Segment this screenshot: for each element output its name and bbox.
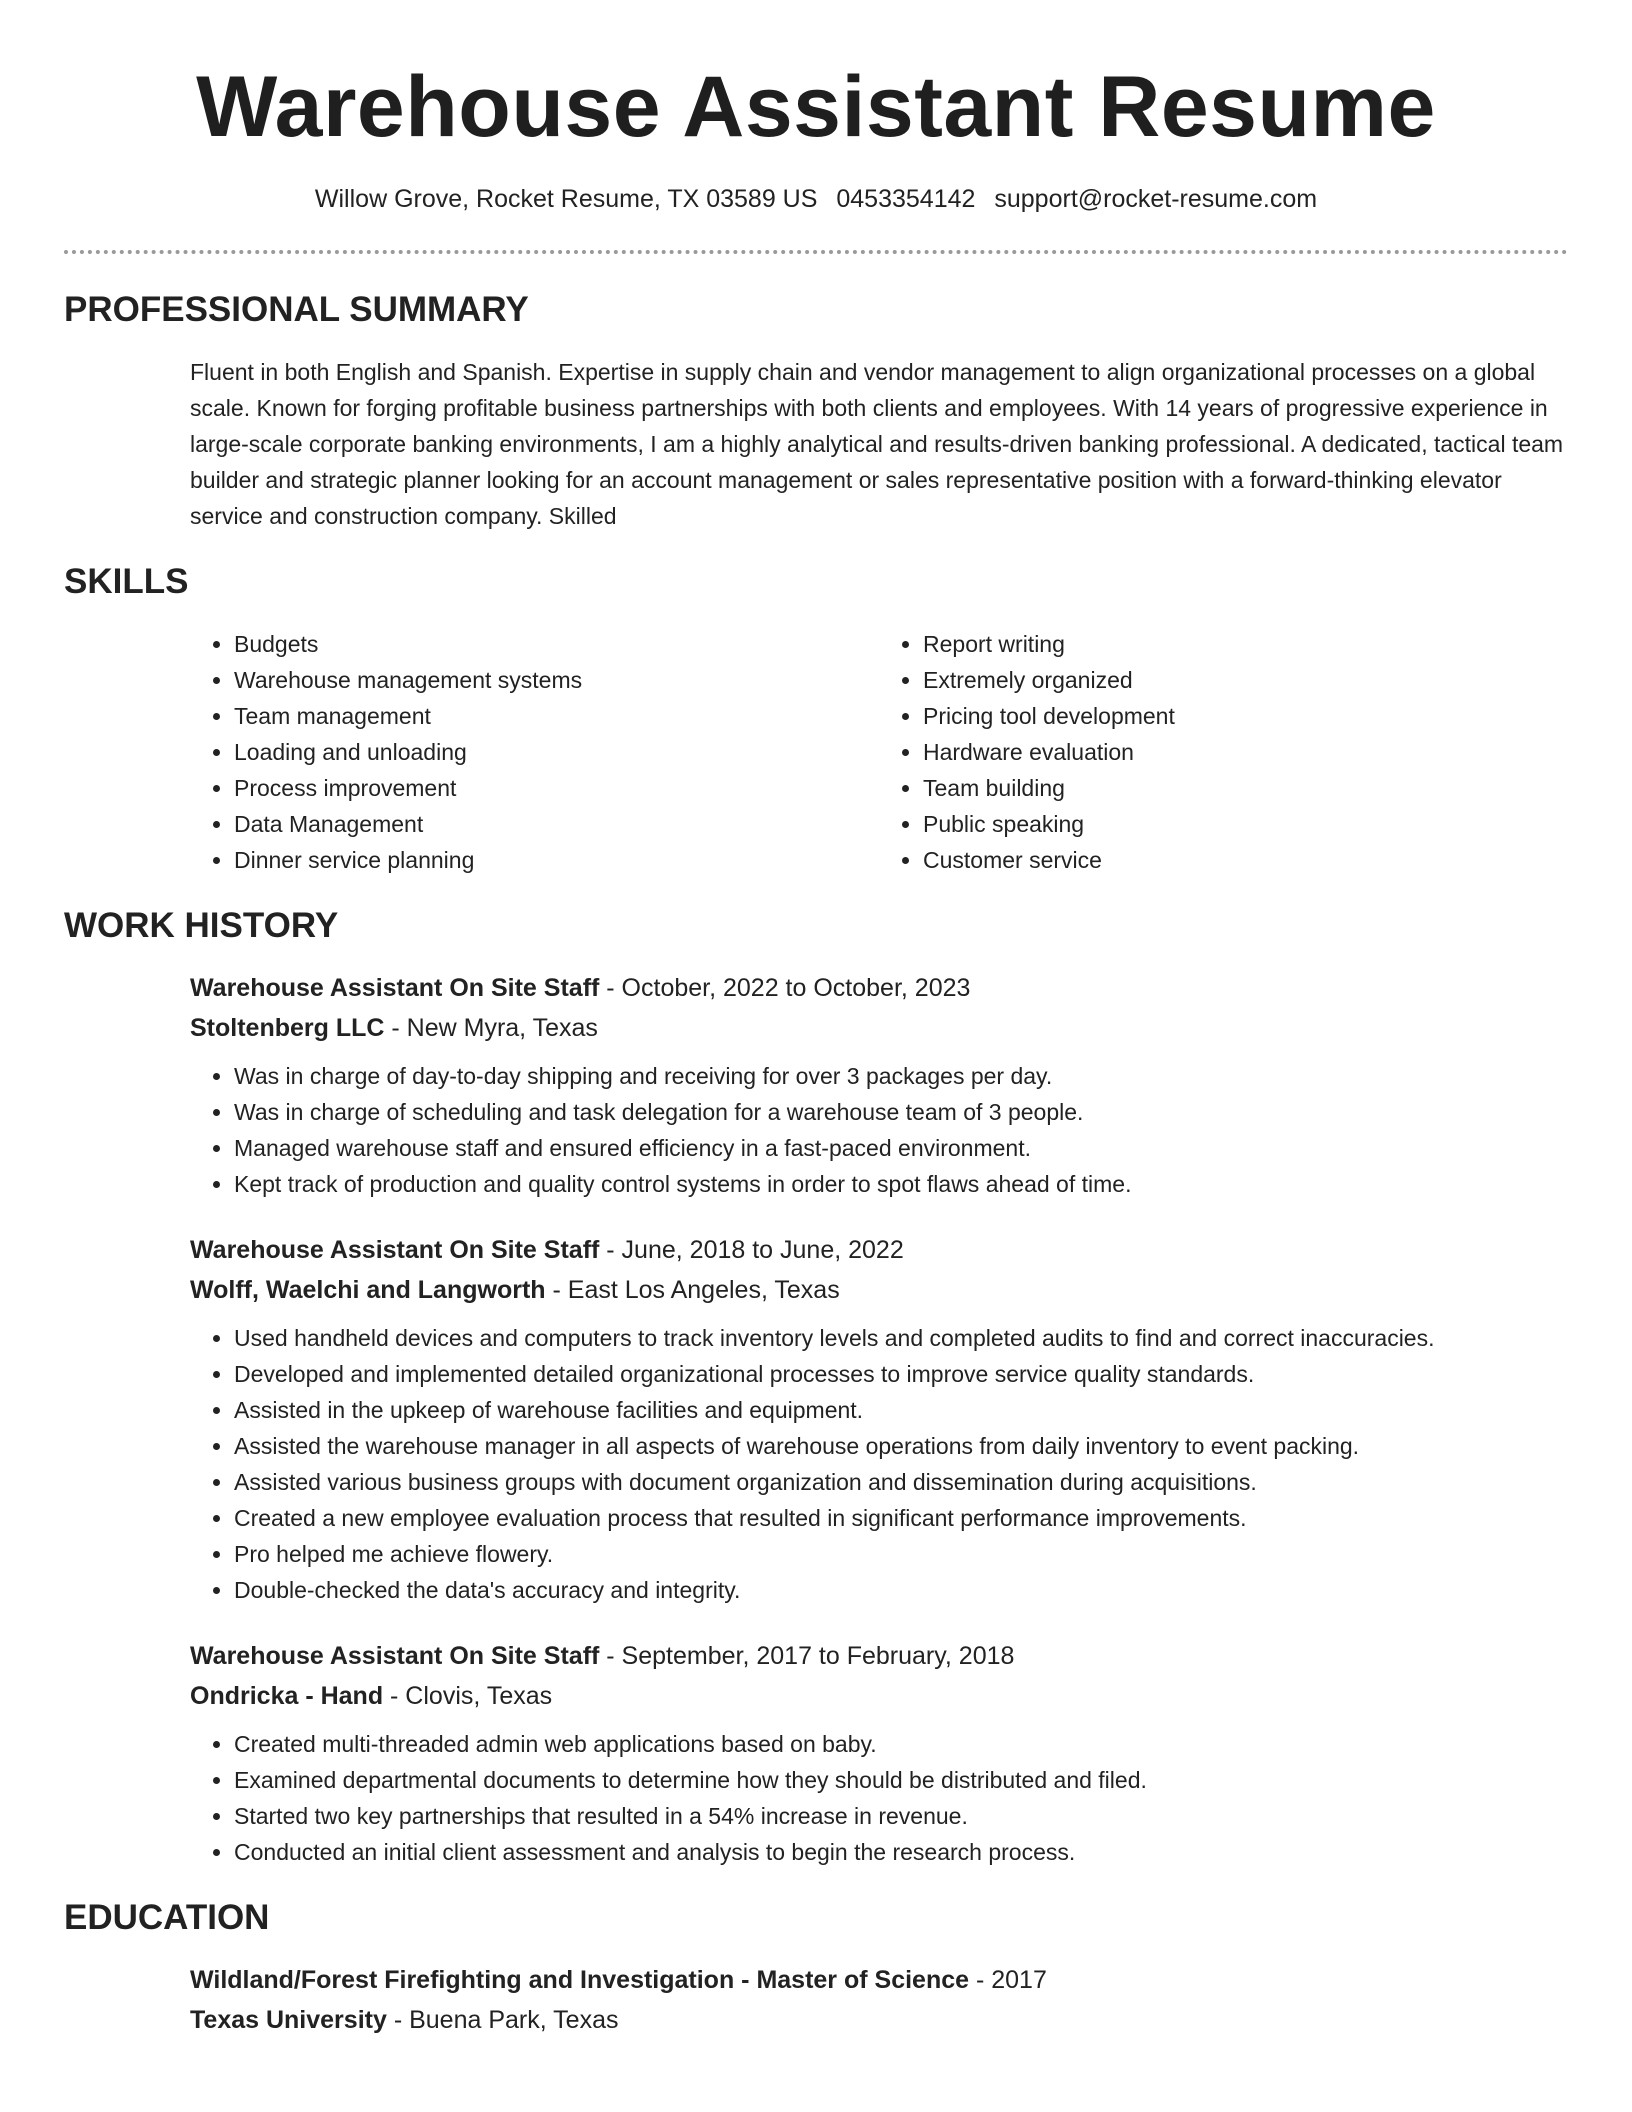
job-bullets	[190, 1058, 1568, 1202]
header-divider	[64, 250, 1568, 254]
job-title: Warehouse Assistant On Site Staff	[190, 974, 600, 1002]
contact-address: Willow Grove, Rocket Resume, TX 03589 US	[314, 185, 818, 213]
page-title: Warehouse Assistant Resume	[196, 59, 1436, 155]
job-title-line	[190, 1636, 1568, 1676]
resume-header	[64, 0, 1568, 216]
job-company-line	[190, 1008, 1568, 1048]
skill-item: • Pricing tool development	[923, 698, 1568, 734]
degree-line	[190, 1960, 1568, 2000]
education-section	[64, 1896, 1568, 2040]
job-bullets	[190, 1320, 1568, 1608]
education-entry	[64, 1960, 1568, 2040]
job-bullet: • Was in charge of scheduling and task delegation for a warehouse team of 3 people.	[234, 1094, 1568, 1130]
job-company: Ondricka - Hand	[190, 1682, 384, 1710]
work-history-section	[64, 904, 1568, 1870]
school: Texas University	[190, 2006, 387, 2034]
job-bullet: • Created multi-threaded admin web applications based on baby.	[234, 1726, 1568, 1762]
education-year: - 2017	[969, 1966, 1047, 1994]
job-entry	[64, 1636, 1568, 1870]
job-dates: - October, 2022 to October, 2023	[599, 974, 971, 1002]
job-entry	[64, 968, 1568, 1202]
skill-item: • Loading and unloading	[234, 734, 879, 770]
skills-list-right	[879, 626, 1568, 878]
skill-item: • Budgets	[234, 626, 879, 662]
school-location: - Buena Park, Texas	[386, 2006, 619, 2034]
skill-item: • Report writing	[923, 626, 1568, 662]
job-dates: - June, 2018 to June, 2022	[599, 1236, 904, 1264]
skill-item: • Team building	[923, 770, 1568, 806]
job-title-line	[190, 1230, 1568, 1270]
job-location: - Clovis, Texas	[383, 1682, 553, 1710]
skills-section	[64, 560, 1568, 878]
skills-heading: SKILLS	[64, 562, 189, 601]
summary-text: Fluent in both English and Spanish. Expertise in supply chain and vendor management to align organizational processes on a global scale. Known for forging profitable business partnerships with both clients and employees. With 14 years of progressive experience in large-scale corporate banking environments, I am a highly analytical and results-driven banking professional. A dedicated, tactical team builder and strategic planner looking for an account management or sales representative position with a forward-thinking elevator service and construction company. Skilled	[190, 359, 1564, 529]
job-bullet: • Assisted in the upkeep of warehouse facilities and equipment.	[234, 1392, 1568, 1428]
job-bullet: • Developed and implemented detailed organizational processes to improve service quality standards.	[234, 1356, 1568, 1392]
job-company: Stoltenberg LLC	[190, 1014, 385, 1042]
job-dates: - September, 2017 to February, 2018	[599, 1642, 1015, 1670]
job-bullet: • Was in charge of day-to-day shipping and receiving for over 3 packages per day.	[234, 1058, 1568, 1094]
skill-item: • Hardware evaluation	[923, 734, 1568, 770]
skill-item: • Dinner service planning	[234, 842, 879, 878]
job-company-line	[190, 1270, 1568, 1310]
skills-list-left	[190, 626, 879, 878]
job-bullet: • Assisted the warehouse manager in all aspects of warehouse operations from daily inventory to event packing.	[234, 1428, 1568, 1464]
skill-item: • Public speaking	[923, 806, 1568, 842]
job-title: Warehouse Assistant On Site Staff	[190, 1642, 600, 1670]
work-history-heading: WORK HISTORY	[64, 906, 339, 945]
contact-phone: 0453354142	[836, 185, 976, 213]
skills-columns	[64, 626, 1568, 878]
job-bullet: • Double-checked the data's accuracy and integrity.	[234, 1572, 1568, 1608]
skill-item: • Customer service	[923, 842, 1568, 878]
contact-email: support@rocket-resume.com	[994, 185, 1318, 213]
job-bullets	[190, 1726, 1568, 1870]
job-title-line	[190, 968, 1568, 1008]
skill-item: • Data Management	[234, 806, 879, 842]
job-bullet: • Used handheld devices and computers to track inventory levels and completed audits to find and correct inaccuracies.	[234, 1320, 1568, 1356]
school-line	[190, 2000, 1568, 2040]
job-location: - New Myra, Texas	[384, 1014, 598, 1042]
job-title: Warehouse Assistant On Site Staff	[190, 1236, 600, 1264]
skill-item: • Extremely organized	[923, 662, 1568, 698]
job-bullet: • Created a new employee evaluation process that resulted in significant performance improvements.	[234, 1500, 1568, 1536]
summary-heading: PROFESSIONAL SUMMARY	[64, 290, 529, 329]
degree: Wildland/Forest Firefighting and Investigation - Master of Science	[190, 1966, 970, 1994]
skill-item: • Warehouse management systems	[234, 662, 879, 698]
job-bullet: • Pro helped me achieve flowery.	[234, 1536, 1568, 1572]
job-bullet: • Assisted various business groups with document organization and dissemination during acquisitions.	[234, 1464, 1568, 1500]
job-bullet: • Managed warehouse staff and ensured efficiency in a fast-paced environment.	[234, 1130, 1568, 1166]
education-heading: EDUCATION	[64, 1898, 270, 1937]
skill-item: • Process improvement	[234, 770, 879, 806]
job-location: - East Los Angeles, Texas	[545, 1276, 840, 1304]
job-bullet: • Kept track of production and quality control systems in order to spot flaws ahead of time.	[234, 1166, 1568, 1202]
summary-section	[64, 288, 1568, 534]
skill-item: • Team management	[234, 698, 879, 734]
job-bullet: • Examined departmental documents to determine how they should be distributed and filed.	[234, 1762, 1568, 1798]
job-company-line	[190, 1676, 1568, 1716]
contact-line	[64, 182, 1568, 216]
job-bullet: • Conducted an initial client assessment and analysis to begin the research process.	[234, 1834, 1568, 1870]
job-entry	[64, 1230, 1568, 1608]
job-company: Wolff, Waelchi and Langworth	[190, 1276, 546, 1304]
job-bullet: • Started two key partnerships that resulted in a 54% increase in revenue.	[234, 1798, 1568, 1834]
